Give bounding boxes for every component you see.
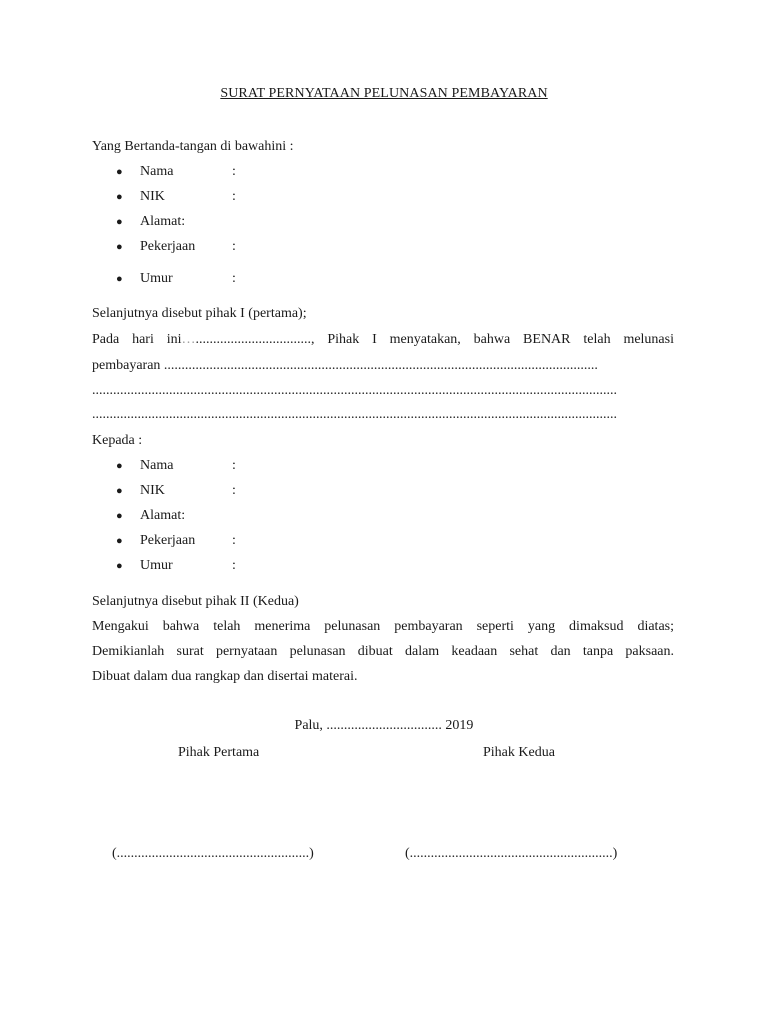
field-label-alamat: Alamat: (140, 508, 186, 523)
second-party-signature-line: (..........................................................) (405, 846, 618, 861)
statement-line-4: ...................................................................................................................................................... (92, 407, 617, 422)
party1-closing: Selanjutnya disebut pihak I (pertama); (92, 306, 307, 321)
field-separator: : (232, 189, 236, 204)
bullet-icon: ● (116, 273, 123, 285)
field-label-pekerjaan: Pekerjaan (140, 533, 196, 548)
bullet-icon: ● (116, 485, 123, 497)
statement-line-1 (92, 331, 674, 349)
first-party-signature-line: (.......................................................) (112, 846, 314, 861)
party2-closing: Selanjutnya disebut pihak II (Kedua) (92, 594, 299, 609)
field-separator: : (232, 558, 236, 573)
field-separator: : (232, 458, 236, 473)
field-separator: : (232, 239, 236, 254)
field-label-pekerjaan: Pekerjaan (140, 239, 196, 254)
bullet-icon: ● (116, 166, 123, 178)
field-label-nama: Nama (140, 458, 174, 473)
statement-start: Pada hari ini (92, 332, 182, 347)
field-label-nik: NIK (140, 189, 165, 204)
field-separator: : (232, 483, 236, 498)
field-separator: : (232, 533, 236, 548)
field-separator: : (232, 164, 236, 179)
place-date (0, 717, 768, 735)
statement-line-3: ...................................................................................................................................................... (92, 383, 617, 398)
place-date-text: Palu, ................................. 2019 (294, 718, 474, 733)
bullet-icon: ● (116, 241, 123, 253)
field-label-nik: NIK (140, 483, 165, 498)
body-line-2: Demikianlah surat pernyataan pelunasan dibuat dalam keadaan sehat dan tanpa paksaan. (92, 644, 674, 659)
bullet-icon: ● (116, 216, 123, 228)
field-label-nama: Nama (140, 164, 174, 179)
to-label: Kepada : (92, 433, 143, 448)
field-label-umur: Umur (140, 271, 173, 286)
field-label-umur: Umur (140, 558, 173, 573)
field-label-alamat: Alamat: (140, 214, 186, 229)
second-party-label: Pihak Kedua (483, 745, 555, 760)
bullet-icon: ● (116, 460, 123, 472)
body-line-3: Dibuat dalam dua rangkap dan disertai materai. (92, 669, 358, 684)
first-party-label: Pihak Pertama (178, 745, 260, 760)
faint-ellipsis: … (181, 332, 196, 347)
bullet-icon: ● (116, 510, 123, 522)
field-separator: : (232, 271, 236, 286)
bullet-icon: ● (116, 560, 123, 572)
bullet-icon: ● (116, 535, 123, 547)
bullet-icon: ● (116, 191, 123, 203)
statement-line-2: pembayaran ............................................................................................................................ (92, 358, 598, 373)
intro-text: Yang Bertanda-tangan di bawahini : (92, 139, 294, 154)
statement-end: ................................., Pihak I menyatakan, bahwa BENAR telah melunasi (195, 332, 674, 347)
body-line-1: Mengakui bahwa telah menerima pelunasan pembayaran seperti yang dimaksud diatas; (92, 619, 674, 634)
document-title: SURAT PERNYATAAN PELUNASAN PEMBAYARAN (220, 86, 548, 101)
